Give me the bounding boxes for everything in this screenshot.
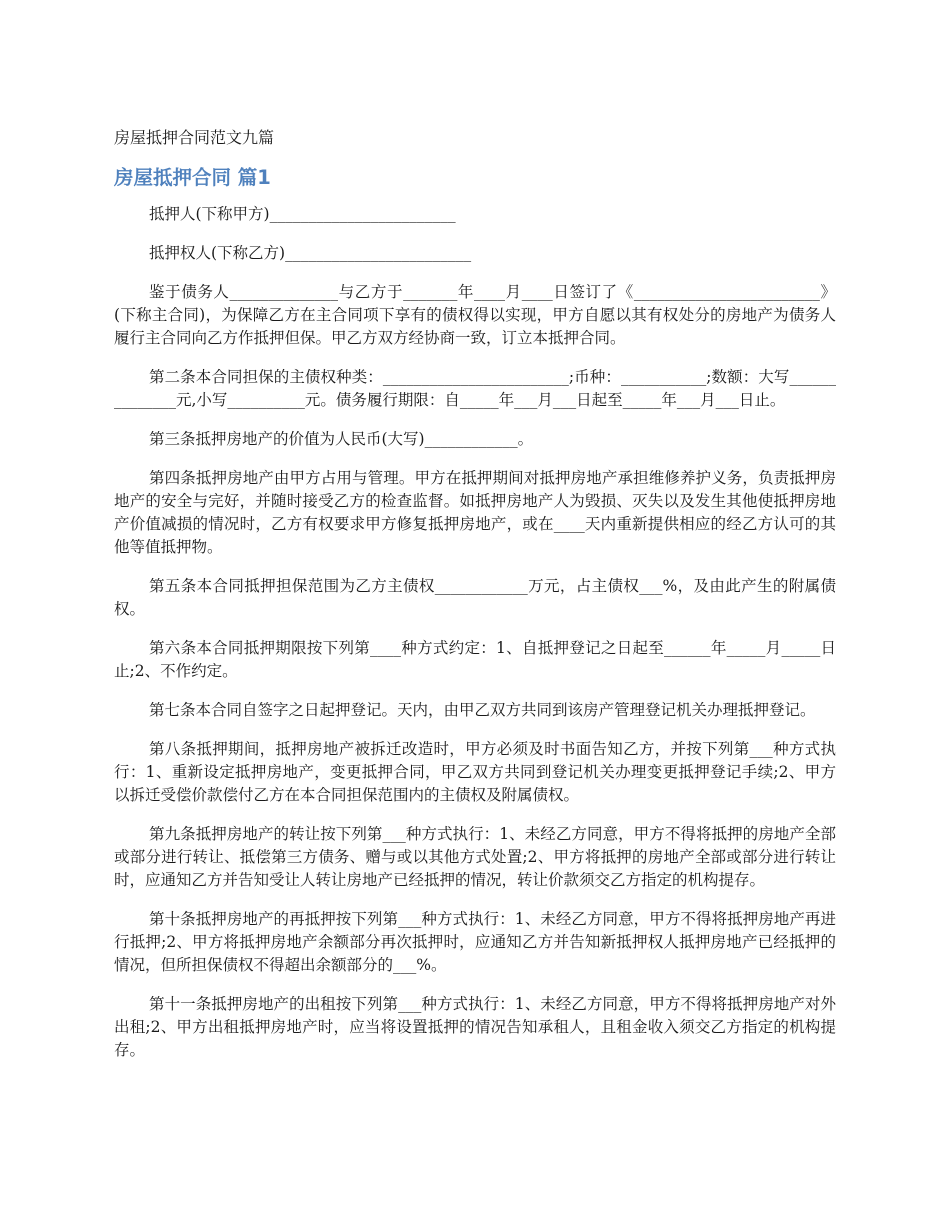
paragraph-article-8: 第八条抵押期间，抵押房地产被拆迁改造时，甲方必须及时书面告知乙方，并按下列第___种方式执行：1、重新设定抵押房地产，变更抵押合同，甲乙双方共同到登记机关办理变更抵押登记手续;2、甲方以拆迁受偿价款偿付乙方在本合同担保范围内的主债权及附属债权。 — [114, 740, 836, 804]
paragraph-mortgagee: 抵押权人(下称乙方)________________________ — [149, 244, 472, 262]
paragraph-article-9: 第九条抵押房地产的转让按下列第___种方式执行：1、未经乙方同意，甲方不得将抵押的房地产全部或部分进行转让、抵偿第三方债务、赠与或以其他方式处置;2、甲方将抵押的房地产全部或部分进行转让时，应通知乙方并告知受让人转让房地产已经抵押的情况，转让价款须交乙方指定的机构提存。 — [114, 825, 836, 889]
paragraph-preamble: 鉴于债务人______________与乙方于_______年____月____日签订了《________________________》(下称主合同)，为保障乙方在主合同项下享有的债权得以实现，甲方自愿以其有权处分的房地产为债务人履行主合同向乙方作抵押但保。甲乙方双方经协商一致，订立本抵押合同。 — [114, 283, 836, 347]
document-body — [114, 203, 836, 1078]
paragraph-article-11: 第十一条抵押房地产的出租按下列第___种方式执行：1、未经乙方同意，甲方不得将抵押房地产对外出租;2、甲方出租抵押房地产时，应当将设置抵押的情况告知承租人，且租金收入须交乙方指定的机构提存。 — [114, 995, 836, 1059]
section-heading: 房屋抵押合同 篇1 — [114, 166, 271, 189]
paragraph-mortgagor: 抵押人(下称甲方)________________________ — [149, 205, 456, 223]
paragraph-article-5: 第五条本合同抵押担保范围为乙方主债权____________万元，占主债权___%，及由此产生的附属债权。 — [114, 577, 836, 618]
paragraph-article-10: 第十条抵押房地产的再抵押按下列第___种方式执行：1、未经乙方同意，甲方不得将抵押房地产再进行抵押;2、甲方将抵押房地产余额部分再次抵押时，应通知乙方并告知新抵押权人抵押房地产已经抵押的情况，但所担保债权不得超出余额部分的___%。 — [114, 910, 836, 974]
paragraph-article-4: 第四条抵押房地产由甲方占用与管理。甲方在抵押期间对抵押房地产承担维修养护义务，负责抵押房地产的安全与完好，并随时接受乙方的检查监督。如抵押房地产人为毁损、灭失以及发生其他使抵押房地产价值减损的情况时，乙方有权要求甲方修复抵押房地产，或在____天内重新提供相应的经乙方认可的其他等值抵押物。 — [114, 469, 836, 556]
paragraph-article-3: 第三条抵押房地产的价值为人民币(大写)____________。 — [149, 430, 534, 448]
paragraph-article-7: 第七条本合同自签字之日起押登记。天内，由甲乙双方共同到该房产管理登记机关办理抵押登记。 — [149, 701, 816, 719]
document-title: 房屋抵押合同范文九篇 — [114, 128, 275, 147]
paragraph-article-2: 第二条本合同担保的主债权种类：________________________;币种：___________;数额：大写______________元,小写__________元。债务履行期限：自_____年___月___日起至_____年___月___日止。 — [114, 368, 836, 409]
paragraph-article-6: 第六条本合同抵押期限按下列第____种方式约定：1、自抵押登记之日起至______年_____月_____日止;2、不作约定。 — [114, 639, 836, 680]
